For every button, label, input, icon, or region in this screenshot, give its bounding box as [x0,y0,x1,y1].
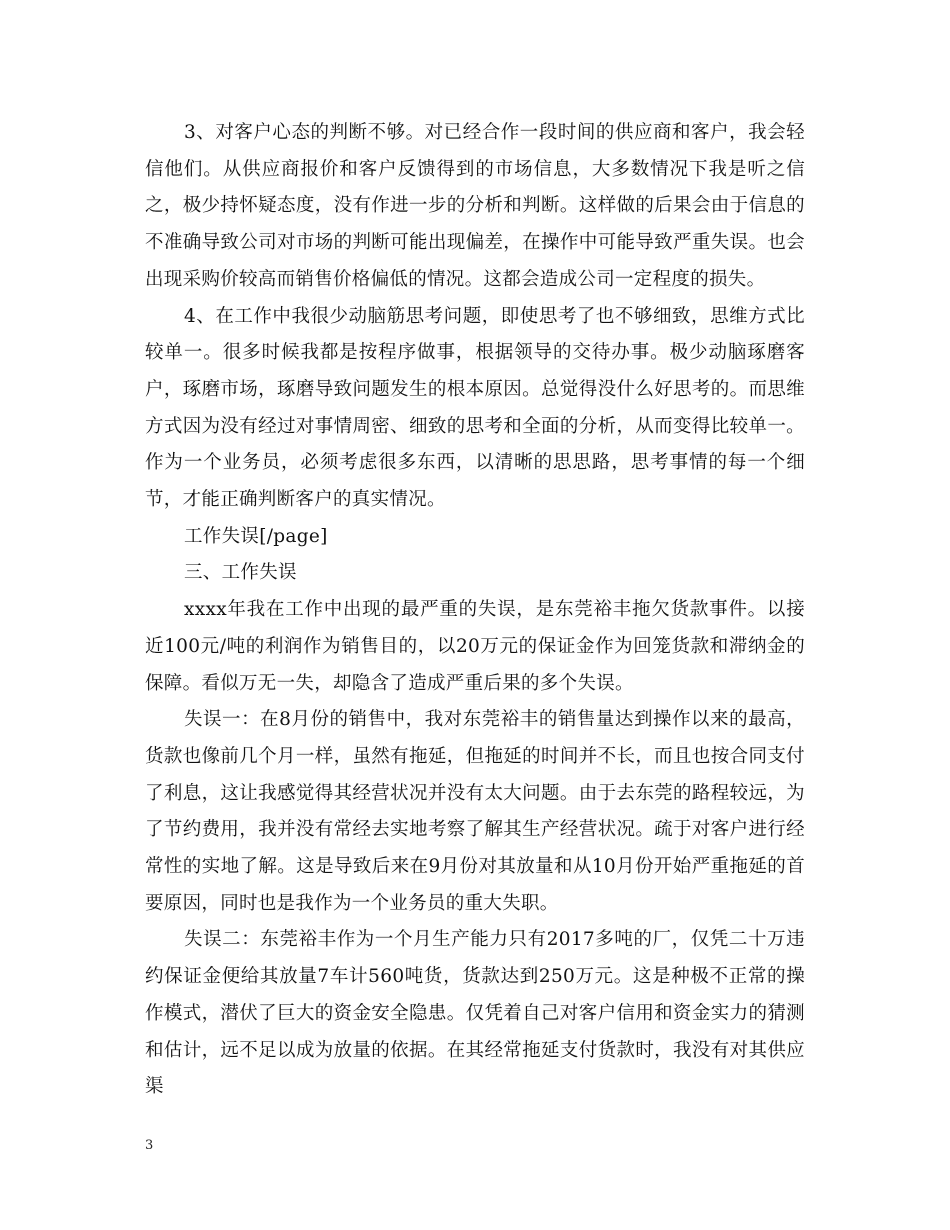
document-body [145,115,805,1106]
paragraph-work-mistakes-marker: 工作失误[/page] [184,525,328,547]
paragraph-customer-judgment: 3、对客户心态的判断不够。对已经合作一段时间的供应商和客户，我会轻信他们。从供应商报价和客户反馈得到的市场信息，大多数情况下我是听之信之，极少持怀疑态度，没有作进一步的分析和判断。这样做的后果会由于信息的不准确导致公司对市场的判断可能出现偏差，在操作中可能导致严重失误。也会出现采购价较高而销售价格偏低的情况。这都会造成公司一定程度的损失。 [145,122,805,290]
paragraph-mistake-one: 失误一：在8月份的销售中，我对东莞裕丰的销售量达到操作以来的最高，货款也像前几个月一样，虽然有拖延，但拖延的时间并不长，而且也按合同支付了利息，这让我感觉得其经营状况并没有太大问题。由于去东莞的路程较远，为了节约费用，我并没有常经去实地考察了解其生产经营状况。疏于对客户进行经常性的实地了解。这是导致后来在9月份对其放量和从10月份开始严重拖延的首要原因，同时也是我作为一个业务员的重大失职。 [145,709,805,914]
paragraph-overview-incident: xxxx年我在工作中出现的最严重的失误，是东莞裕丰拖欠货款事件。以接近100元/吨的利润作为销售目的，以20万元的保证金作为回笼货款和滞纳金的保障。看似万无一失，却隐含了造成严重后果的多个失误。 [145,599,805,694]
paragraph-mistake-two: 失误二：东莞裕丰作为一个月生产能力只有2017多吨的厂，仅凭二十万违约保证金便给其放量7车计560吨货，货款达到250万元。这是种极不正常的操作模式，潜伏了巨大的资金安全隐患。仅凭着自己对客户信用和资金实力的猜测和估计，远不足以成为放量的依据。在其经常拖延支付货款时，我没有对其供应渠 [145,929,805,1098]
paragraph-thinking-method: 4、在工作中我很少动脑筋思考问题，即使思考了也不够细致，思维方式比较单一。很多时候我都是按程序做事，根据领导的交待办事。极少动脑琢磨客户，琢磨市场，琢磨导致问题发生的根本原因。总觉得没什么好思考的。而思维方式因为没有经过对事情周密、细致的思考和全面的分析，从而变得比较单一。作为一个业务员，必须考虑很多东西，以清晰的思思路，思考事情的每一个细节，才能正确判断客户的真实情况。 [145,305,805,511]
section-heading-work-mistakes: 三、工作失误 [184,562,297,584]
page-number: 3 [145,1138,154,1153]
